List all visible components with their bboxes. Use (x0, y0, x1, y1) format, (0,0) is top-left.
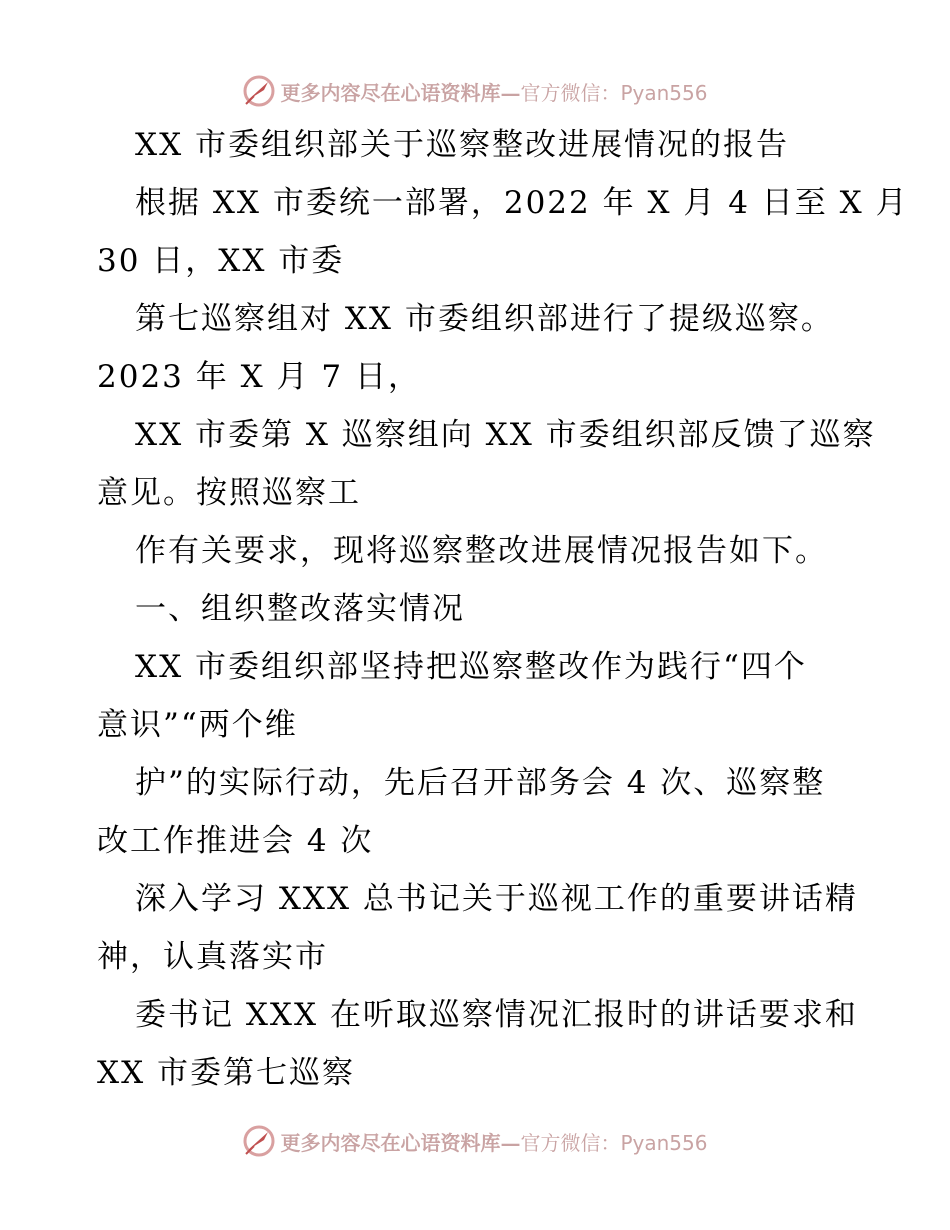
quill-logo-icon (242, 74, 276, 108)
paragraph-line: 根据 XX 市委统一部署，2022 年 X 月 4 日至 X 月 (135, 185, 909, 221)
header-watermark (0, 71, 950, 111)
paragraph-line: XX 市委第 X 巡察组向 XX 市委组织部反馈了巡察 (135, 417, 876, 453)
paragraph-line: 30 日，XX 市委 (97, 243, 345, 279)
paragraph-line: XX 市委第七巡察 (97, 1055, 355, 1091)
paragraph-line: 作有关要求，现将巡察整改进展情况报告如下。 (135, 533, 828, 569)
footer-watermark (0, 1121, 950, 1161)
watermark-text: 更多内容尽在心语资料库— (280, 80, 521, 105)
watermark-contact: 官方微信：Pyan556 (520, 80, 708, 105)
section-heading: 一、组织整改落实情况 (135, 591, 465, 627)
paragraph-line: 委书记 XXX 在听取巡察情况汇报时的讲话要求和 (135, 997, 858, 1033)
paragraph-line: XX 市委组织部坚持把巡察整改作为践行“四个 (135, 649, 807, 685)
paragraph-line: 意见。按照巡察工 (97, 475, 361, 511)
paragraph-line: 意识”“两个维 (97, 707, 298, 743)
paragraph-line: 神，认真落实市 (97, 939, 328, 975)
paragraph-line: 2023 年 X 月 7 日， (97, 359, 421, 395)
paragraph-line: 改工作推进会 4 次 (97, 823, 374, 859)
paragraph-line: 护”的实际行动，先后召开部务会 4 次、巡察整 (135, 765, 826, 801)
quill-logo-icon (242, 1124, 276, 1158)
document-title: XX 市委组织部关于巡察整改进展情况的报告 (135, 127, 789, 163)
watermark-contact: 官方微信：Pyan556 (520, 1130, 708, 1155)
watermark-text: 更多内容尽在心语资料库— (280, 1130, 521, 1155)
paragraph-line: 深入学习 XXX 总书记关于巡视工作的重要讲话精 (135, 881, 858, 917)
paragraph-line: 第七巡察组对 XX 市委组织部进行了提级巡察。 (135, 301, 834, 337)
